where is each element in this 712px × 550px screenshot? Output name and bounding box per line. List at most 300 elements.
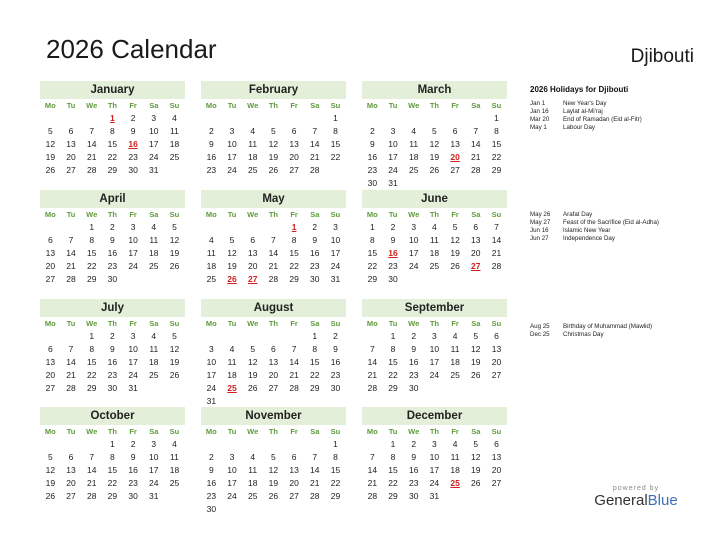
day-cell: 13 [491,344,502,354]
day-cell: 26 [45,165,56,175]
day-cell: 1 [110,113,115,123]
month-header: May [201,190,346,208]
page-title: 2026 Calendar [46,34,217,64]
day-cell: 15 [491,139,502,149]
week-row [40,273,185,286]
day-cell: 11 [170,126,179,136]
day-cell: 12 [169,235,180,245]
weekday-label: Tu [227,427,237,436]
weekday-label: Sa [310,210,320,219]
day-cell: 23 [310,261,320,271]
day-cell: 22 [86,261,97,271]
holiday-item [530,124,705,132]
day-cell: 1 [89,222,95,232]
day-cell: 9 [390,235,396,245]
day-cell: 11 [248,465,258,475]
day-cell: 13 [45,248,56,258]
day-cell: 10 [388,139,398,149]
day-cell: 12 [268,139,279,149]
day-cell: 14 [367,465,378,475]
empty-cell [263,221,284,234]
weekday-label: Sa [471,427,481,436]
day-cell: 28 [66,383,76,393]
week-row [362,164,507,177]
day-cell: 17 [149,465,159,475]
empty-cell [222,438,243,451]
week-row [201,343,346,356]
day-cell: 16 [330,357,341,367]
week-row [201,138,346,151]
weekday-label: Th [429,210,439,219]
empty-cell [222,221,243,234]
day-cell: 7 [369,452,375,462]
weekday-row [362,99,507,112]
day-cell: 30 [107,274,118,284]
day-cell: 17 [227,152,237,162]
empty-cell [284,438,305,451]
empty-cell [486,273,507,286]
day-cell: 20 [247,261,258,271]
day-cell: 26 [227,274,237,284]
month-header: February [201,81,346,99]
day-cell: 29 [107,491,118,501]
weekday-label: Fr [451,427,459,436]
empty-cell [61,330,82,343]
day-cell: 6 [68,452,74,462]
day-cell: 7 [68,235,74,245]
day-cell: 23 [367,165,378,175]
weekday-label: Su [169,210,180,219]
day-cell: 16 [128,465,138,475]
weekday-label: Su [491,319,502,328]
day-cell: 17 [227,478,237,488]
holiday-group [530,211,705,243]
empty-cell [242,221,263,234]
holiday-item [530,331,705,339]
month-april [40,190,185,286]
holiday-item [530,227,705,235]
weekday-label: Mo [366,427,378,436]
empty-cell [486,382,507,395]
day-cell: 28 [86,491,97,501]
weekday-label: Sa [310,427,320,436]
day-cell: 21 [289,370,299,380]
day-cell: 14 [86,465,97,475]
day-cell: 23 [107,370,118,380]
day-cell: 18 [169,139,180,149]
empty-cell [222,330,243,343]
week-row [40,112,185,125]
empty-cell [242,503,263,516]
day-cell: 22 [388,478,398,488]
day-cell: 21 [310,152,320,162]
day-cell: 10 [149,126,159,136]
month-july [40,299,185,395]
week-row [201,260,346,273]
day-cell: 15 [330,139,341,149]
weekday-label: We [86,101,98,110]
day-cell: 16 [206,152,217,162]
weekday-label: Tu [388,427,398,436]
day-cell: 3 [229,126,235,136]
week-row [40,125,185,138]
day-cell: 1 [333,439,338,449]
day-cell: 19 [247,370,258,380]
day-cell: 31 [429,491,440,501]
empty-cell [164,382,185,395]
weekday-label: Sa [471,210,481,219]
day-cell: 17 [330,248,341,258]
holiday-item [530,211,705,219]
day-cell: 8 [494,126,499,136]
empty-cell [465,273,486,286]
day-cell: 26 [450,261,460,271]
holiday-date: May 27 [530,218,551,226]
day-cell: 25 [450,478,460,488]
week-row [362,464,507,477]
day-cell: 13 [471,235,481,245]
weekday-label: Tu [227,319,237,328]
day-cell: 28 [310,491,320,501]
weekday-label: Mo [366,101,378,110]
day-cell: 13 [66,139,76,149]
day-cell: 9 [411,344,417,354]
day-cell: 20 [66,478,76,488]
day-cell: 29 [388,491,398,501]
weekday-label: Mo [44,319,56,328]
weekday-label: Sa [149,101,159,110]
week-row [201,330,346,343]
empty-cell [263,438,284,451]
week-row [201,477,346,490]
day-cell: 4 [452,331,458,341]
day-cell: 4 [432,222,437,232]
weekday-row [40,208,185,221]
day-cell: 25 [429,261,440,271]
day-cell: 8 [110,126,115,136]
day-cell: 3 [130,331,136,341]
day-cell: 1 [291,222,297,232]
empty-cell [164,164,185,177]
day-cell: 1 [333,113,338,123]
day-cell: 10 [227,465,237,475]
day-cell: 17 [388,152,398,162]
day-cell: 14 [86,139,97,149]
day-cell: 20 [268,370,279,380]
empty-cell [40,330,61,343]
day-cell: 3 [333,222,338,232]
weekday-label: We [247,210,259,219]
empty-cell [424,273,445,286]
weekday-label: Th [429,101,439,110]
day-cell: 26 [429,165,440,175]
day-cell: 8 [390,452,396,462]
weekday-label: Mo [366,210,378,219]
day-cell: 29 [388,383,398,393]
day-cell: 23 [206,165,217,175]
weekday-label: Th [429,319,439,328]
empty-cell [284,112,305,125]
day-cell: 13 [491,452,502,462]
day-cell: 9 [130,126,136,136]
day-cell: 8 [333,452,338,462]
day-cell: 27 [471,261,481,271]
day-cell: 1 [89,331,95,341]
day-cell: 16 [107,248,118,258]
day-cell: 9 [110,235,115,245]
day-cell: 23 [107,261,118,271]
week-row [201,369,346,382]
day-cell: 14 [66,357,76,367]
empty-cell [242,112,263,125]
empty-cell [143,273,164,286]
weekday-label: Fr [451,319,459,328]
day-cell: 24 [128,370,138,380]
weekday-label: Mo [205,101,217,110]
day-cell: 26 [169,261,180,271]
month-november [201,407,346,516]
week-row [40,234,185,247]
day-cell: 9 [369,139,375,149]
weekday-label: Sa [471,101,481,110]
week-row [201,356,346,369]
weekday-label: Mo [205,427,217,436]
day-cell: 19 [471,465,481,475]
month-header: November [201,407,346,425]
day-cell: 8 [291,235,297,245]
empty-cell [325,503,346,516]
empty-cell [304,503,325,516]
weekday-label: Su [169,319,180,328]
day-cell: 22 [388,370,398,380]
day-cell: 17 [408,248,419,258]
day-cell: 12 [471,452,481,462]
day-cell: 12 [268,465,279,475]
holiday-name: New Year's Day [563,100,607,107]
day-cell: 17 [149,139,159,149]
day-cell: 3 [432,331,437,341]
week-row [362,343,507,356]
holiday-name: Feast of the Sacrifice (Eid al-Adha) [563,218,659,226]
day-cell: 30 [310,274,320,284]
day-cell: 10 [330,235,341,245]
day-cell: 29 [367,274,378,284]
day-cell: 5 [229,235,235,245]
day-cell: 2 [312,222,318,232]
day-cell: 15 [367,248,378,258]
day-cell: 19 [169,248,180,258]
day-cell: 21 [86,478,97,488]
day-cell: 26 [45,491,56,501]
day-cell: 26 [471,478,481,488]
week-row [362,369,507,382]
day-cell: 8 [89,344,95,354]
week-row [40,151,185,164]
day-cell: 13 [289,139,299,149]
day-cell: 6 [68,126,74,136]
day-cell: 6 [250,235,256,245]
day-cell: 15 [86,357,97,367]
week-row [201,273,346,286]
day-cell: 5 [432,126,437,136]
day-cell: 4 [250,126,256,136]
weekday-label: Th [268,210,278,219]
day-cell: 3 [208,344,214,354]
weekday-label: Su [330,210,341,219]
week-row [40,138,185,151]
holiday-item [530,235,705,243]
day-cell: 10 [128,344,138,354]
day-cell: 22 [310,370,320,380]
empty-cell [123,273,144,286]
day-cell: 9 [130,452,136,462]
day-cell: 5 [271,126,276,136]
day-cell: 22 [289,261,299,271]
weekday-label: Tu [66,427,76,436]
day-cell: 1 [390,331,396,341]
day-cell: 2 [110,331,115,341]
empty-cell [201,112,222,125]
day-cell: 2 [411,331,417,341]
day-cell: 31 [128,383,138,393]
day-cell: 20 [45,261,56,271]
day-cell: 3 [390,126,396,136]
day-cell: 25 [169,152,180,162]
week-row [201,464,346,477]
day-cell: 2 [208,126,214,136]
weekday-label: We [247,319,259,328]
week-row [201,234,346,247]
weekday-label: We [247,101,259,110]
day-cell: 16 [408,357,419,367]
day-cell: 9 [208,465,214,475]
weekday-label: Su [169,101,180,110]
day-cell: 2 [130,113,136,123]
week-row [40,221,185,234]
weekday-label: Mo [205,210,217,219]
empty-cell [465,382,486,395]
week-row [201,503,346,516]
day-cell: 12 [227,248,237,258]
day-cell: 25 [247,165,258,175]
country-name: Djibouti [630,46,694,67]
weekday-row [362,425,507,438]
day-cell: 6 [473,222,479,232]
weekday-label: Tu [66,319,76,328]
day-cell: 25 [149,261,159,271]
empty-cell [486,177,507,190]
day-cell: 5 [47,126,53,136]
day-cell: 7 [369,344,375,354]
day-cell: 27 [45,274,56,284]
week-row [362,382,507,395]
empty-cell [465,112,486,125]
day-cell: 18 [206,261,217,271]
weekday-label: Fr [129,210,137,219]
day-cell: 26 [471,370,481,380]
day-cell: 6 [452,126,458,136]
month-header: June [362,190,507,208]
day-cell: 14 [310,139,320,149]
day-cell: 31 [206,396,217,406]
weekday-label: Th [268,319,278,328]
week-row [362,260,507,273]
empty-cell [263,503,284,516]
holiday-date: Aug 25 [530,323,550,330]
week-row [40,464,185,477]
holiday-date: Jan 1 [530,100,546,107]
month-header: December [362,407,507,425]
day-cell: 23 [128,478,138,488]
empty-cell [304,112,325,125]
weekday-row [201,208,346,221]
day-cell: 28 [491,261,502,271]
weekday-label: Th [107,210,117,219]
empty-cell [403,177,424,190]
week-row [201,490,346,503]
week-row [40,330,185,343]
day-cell: 5 [47,452,53,462]
day-cell: 9 [411,452,417,462]
day-cell: 28 [289,383,299,393]
day-cell: 20 [289,152,299,162]
day-cell: 14 [491,235,502,245]
day-cell: 25 [169,478,180,488]
day-cell: 29 [310,383,320,393]
weekday-label: We [408,101,420,110]
empty-cell [143,382,164,395]
day-cell: 5 [172,222,177,232]
week-row [362,138,507,151]
day-cell: 24 [149,478,159,488]
weekday-label: Fr [290,101,298,110]
day-cell: 2 [333,331,338,341]
day-cell: 14 [310,465,320,475]
week-row [201,438,346,451]
day-cell: 19 [169,357,180,367]
day-cell: 27 [289,491,299,501]
weekday-label: Mo [44,101,56,110]
week-row [40,247,185,260]
day-cell: 24 [388,165,398,175]
day-cell: 4 [229,344,235,354]
day-cell: 17 [206,370,217,380]
day-cell: 25 [450,370,460,380]
day-cell: 24 [149,152,159,162]
day-cell: 29 [330,491,341,501]
day-cell: 14 [289,357,299,367]
weekday-row [362,317,507,330]
day-cell: 7 [312,452,318,462]
week-row [362,125,507,138]
day-cell: 31 [149,491,159,501]
day-cell: 18 [429,248,440,258]
day-cell: 7 [291,344,297,354]
day-cell: 5 [473,331,479,341]
holiday-date: May 1 [530,123,547,131]
day-cell: 23 [128,152,138,162]
day-cell: 2 [110,222,115,232]
day-cell: 11 [206,248,216,258]
day-cell: 7 [89,452,95,462]
day-cell: 16 [367,152,378,162]
weekday-label: Th [107,427,117,436]
holiday-item [530,323,705,331]
day-cell: 6 [47,235,53,245]
weekday-label: Fr [290,210,298,219]
day-cell: 16 [310,248,320,258]
day-cell: 18 [408,152,419,162]
